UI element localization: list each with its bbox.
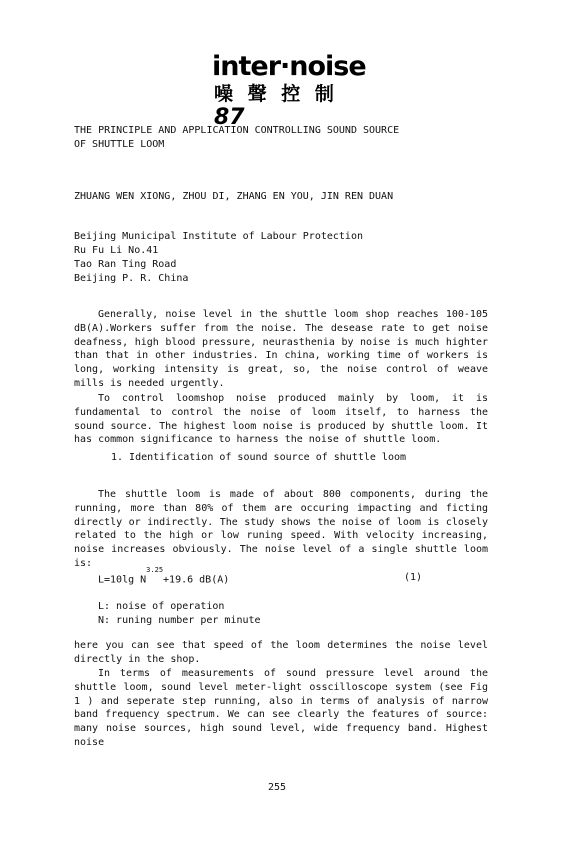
paragraph-speed: here you can see that speed of the loom determines the noise level directly in the shop. bbox=[74, 640, 488, 665]
paragraph-identification: The shuttle loom is made of about 800 components, during the running, more than 80% of them are occuring impacting and ficting directly or indirectly. The study shows the noise of loom is closely related to the high or low runing speed. With velocity increasing, noise increases obviously. The noise level of a single shuttle loom is: bbox=[74, 489, 488, 569]
author-list: ZHUANG WEN XIONG, ZHOU DI, ZHANG EN YOU, JIN REN DUAN bbox=[74, 191, 394, 202]
paragraph-measurements: In terms of measurements of sound pressure level around the shuttle loom, sound level meter-light osscilloscope system (see Fig 1 ) and seperate step running, also in terms of analysis of narrow band frequency spectrum. We can see clearly the features of source: many noise sources, high sound level, wide frequency band. Highest noise bbox=[74, 668, 488, 748]
equation-lhs: L=10lg N bbox=[98, 574, 147, 586]
title-line-1: THE PRINCIPLE AND APPLICATION CONTROLLING SOUND SOURCE bbox=[74, 125, 400, 136]
equation-number: (1) bbox=[404, 572, 423, 583]
section-heading: 1. Identification of sound source of shuttle loom bbox=[111, 452, 407, 463]
affiliation-line: Beijing Municipal Institute of Labour Protection bbox=[74, 231, 363, 242]
definition-L: L: noise of operation bbox=[98, 601, 225, 612]
definition-N: N: runing number per minute bbox=[98, 615, 261, 626]
logo-brand: inter·noise bbox=[212, 51, 366, 82]
conference-logo bbox=[212, 51, 366, 130]
logo-subtitle bbox=[212, 82, 362, 130]
equation bbox=[98, 566, 230, 586]
paragraph-control: To control loomshop noise produced mainly by loom, it is fundamental to control the noise of loom itself, to harness the sound source. The highest loom noise is produced by shuttle loom. It has common significance to harness the noise of shuttle loom. bbox=[74, 393, 488, 446]
paragraph-intro: Generally, noise level in the shuttle loom shop reaches 100-105 dB(A).Workers suffer from the noise. The desease rate to get noise deafness, high blood pressure, neurasthenia by noise is much highter than that in other industries. In china, working time of workers is long, working intensity is great, so, the noise control of weave mills is needed urgently. bbox=[74, 309, 488, 389]
title-line-2: OF SHUTTLE LOOM bbox=[74, 139, 165, 150]
equation-rhs: +19.6 dB(A) bbox=[163, 574, 230, 586]
page-number: 255 bbox=[268, 782, 287, 793]
logo-year: 87 bbox=[214, 105, 245, 130]
affiliation-line: Tao Ran Ting Road bbox=[74, 259, 177, 270]
affiliation-line: Beijing P. R. China bbox=[74, 273, 189, 284]
logo-cjk-text: 噪 聲 控 制 bbox=[214, 83, 338, 105]
paper-title bbox=[74, 124, 494, 152]
affiliation bbox=[74, 230, 494, 286]
affiliation-line: Ru Fu Li No.41 bbox=[74, 245, 159, 256]
equation-exponent: 3.25 bbox=[146, 566, 164, 574]
